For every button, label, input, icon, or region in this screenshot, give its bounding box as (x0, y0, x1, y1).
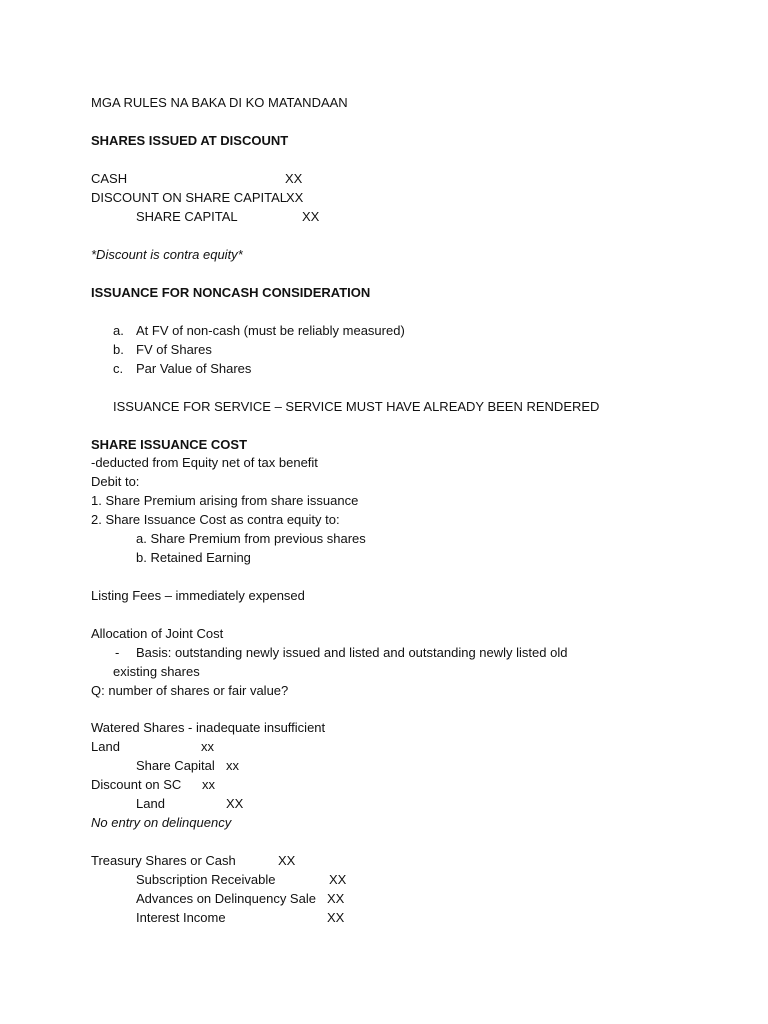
list-item: At FV of non-cash (must be reliably measured) (136, 323, 405, 338)
list-item: Par Value of Shares (136, 361, 252, 376)
text-line: 1. Share Premium arising from share issuance (91, 493, 359, 508)
list-marker: c. (113, 361, 124, 376)
entry-amount: XX (327, 891, 345, 906)
entry-amount: xx (202, 777, 215, 792)
watered-shares-heading: Watered Shares - inadequate insufficient (91, 720, 326, 735)
joint-cost-basis: Basis: outstanding newly issued and listed and outstanding newly listed old (136, 645, 568, 660)
listing-fees-line: Listing Fees – immediately expensed (91, 588, 305, 603)
entry-amount: xx (226, 758, 239, 773)
issuance-cost-heading: SHARE ISSUANCE COST (91, 437, 248, 452)
text-line: Debit to: (91, 474, 140, 489)
entry-amount: xx (201, 739, 214, 754)
joint-cost-question: Q: number of shares or fair value? (91, 683, 289, 698)
entry-account: Subscription Receivable (136, 872, 276, 887)
delinquency-note: No entry on delinquency (91, 815, 232, 830)
discount-heading: SHARES ISSUED AT DISCOUNT (91, 133, 289, 148)
entry-account: CASH (91, 171, 128, 186)
noncash-heading: ISSUANCE FOR NONCASH CONSIDERATION (91, 285, 371, 300)
list-marker: a. (113, 323, 124, 338)
entry-account: Interest Income (136, 910, 226, 925)
joint-cost-heading: Allocation of Joint Cost (91, 626, 224, 641)
entry-account: Discount on SC (91, 777, 182, 792)
list-item: FV of Shares (136, 342, 212, 357)
entry-amount: XX (327, 910, 345, 925)
entry-amount: XX (329, 872, 347, 887)
entry-amount: XX (302, 209, 320, 224)
joint-cost-basis-continued: existing shares (113, 664, 200, 679)
entry-account: Land (136, 796, 165, 811)
entry-amount: XX (286, 190, 304, 205)
entry-account: Treasury Shares or Cash (91, 853, 236, 868)
text-line: -deducted from Equity net of tax benefit (91, 455, 318, 470)
text-line: b. Retained Earning (136, 550, 251, 565)
text-line: a. Share Premium from previous shares (136, 531, 366, 546)
entry-amount: XX (285, 171, 303, 186)
bullet-dash: - (115, 645, 120, 660)
entry-account: Advances on Delinquency Sale (136, 891, 316, 906)
service-rule: ISSUANCE FOR SERVICE – SERVICE MUST HAVE ALREADY BEEN RENDERED (113, 399, 600, 414)
list-marker: b. (113, 342, 124, 357)
entry-amount: XX (226, 796, 244, 811)
entry-account: DISCOUNT ON SHARE CAPITAL (91, 190, 287, 205)
entry-amount: XX (278, 853, 296, 868)
entry-account: Share Capital (136, 758, 215, 773)
discount-note: *Discount is contra equity* (91, 247, 243, 262)
page-title: MGA RULES NA BAKA DI KO MATANDAAN (91, 95, 348, 110)
entry-account: Land (91, 739, 120, 754)
text-line: 2. Share Issuance Cost as contra equity to: (91, 512, 340, 527)
entry-account: SHARE CAPITAL (136, 209, 238, 224)
